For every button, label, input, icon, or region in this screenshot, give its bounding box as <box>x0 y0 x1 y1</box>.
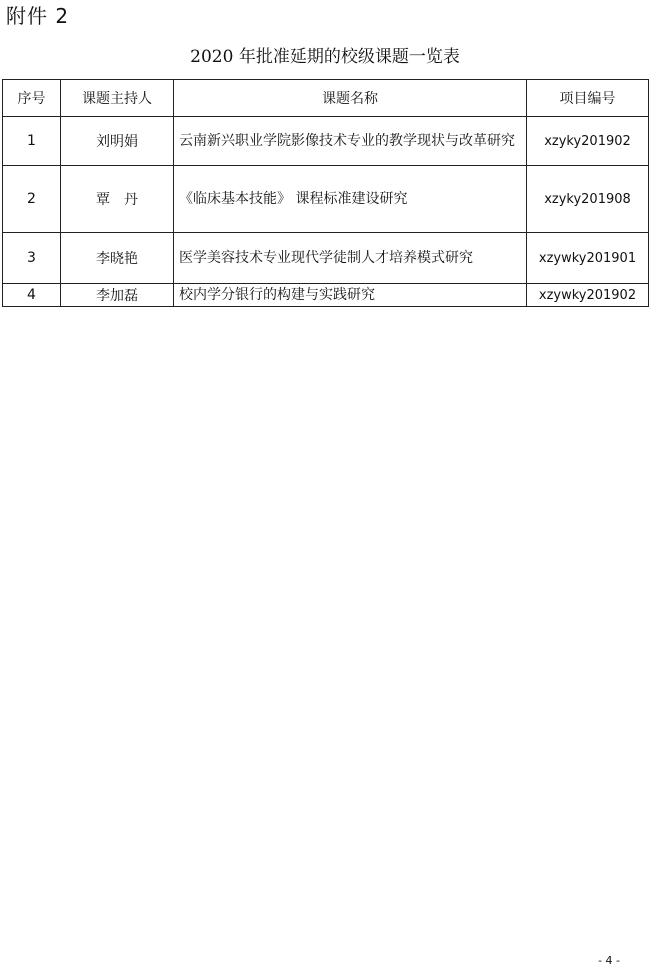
row-code-cell: xzyky201908 <box>527 166 649 233</box>
row-index-cell: 1 <box>3 117 61 166</box>
row-index-cell: 3 <box>3 233 61 284</box>
header-name: 课题名称 <box>174 80 527 117</box>
row-name-cell: 校内学分银行的构建与实践研究 <box>174 284 527 307</box>
header-code: 项目编号 <box>527 80 649 117</box>
row-host-cell: 覃 丹 <box>61 166 174 233</box>
row-name-cell: 云南新兴职业学院影像技术专业的教学现状与改革研究 <box>174 117 527 166</box>
header-index: 序号 <box>3 80 61 117</box>
project-table <box>2 79 649 307</box>
row-code-cell: xzywky201902 <box>527 284 649 307</box>
table-row <box>3 284 649 307</box>
table-row <box>3 166 649 233</box>
row-code-cell: xzyky201902 <box>527 117 649 166</box>
row-host-cell: 刘明娟 <box>61 117 174 166</box>
row-name-cell: 医学美容技术专业现代学徒制人才培养模式研究 <box>174 233 527 284</box>
row-index-cell: 4 <box>3 284 61 307</box>
page-number: - 4 - <box>598 954 620 967</box>
header-host: 课题主持人 <box>61 80 174 117</box>
row-code-cell: xzywky201901 <box>527 233 649 284</box>
row-index-cell: 2 <box>3 166 61 233</box>
attachment-label: 附件 2 <box>6 4 70 28</box>
row-host-cell: 李加磊 <box>61 284 174 307</box>
table-row <box>3 233 649 284</box>
table-header-row <box>3 80 649 117</box>
document-title: 2020 年批准延期的校级课题一览表 <box>190 47 460 67</box>
row-name-cell: 《临床基本技能》 课程标准建设研究 <box>174 166 527 233</box>
row-host-cell: 李晓艳 <box>61 233 174 284</box>
table-row <box>3 117 649 166</box>
